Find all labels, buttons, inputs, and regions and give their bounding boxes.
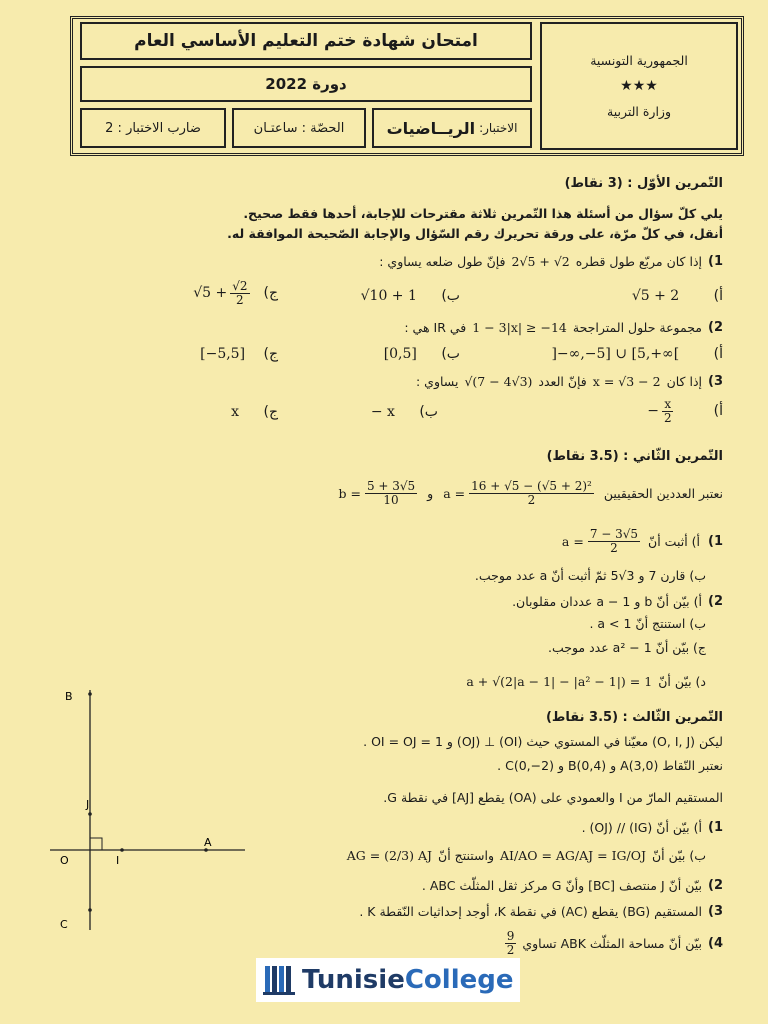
q-text: مجموعة حلول المتراجحة: [572, 320, 702, 335]
q-number: 1): [708, 820, 723, 835]
opt-value: √5 + 2: [631, 288, 680, 304]
q-number: 1): [708, 533, 723, 549]
point-b: [88, 692, 92, 696]
frac-num: 9: [506, 929, 515, 943]
ex1-q1-opt-a: [632, 288, 723, 304]
frac-den: 2: [527, 492, 536, 507]
stars: ★★★: [620, 78, 658, 94]
subject-value: الريــاضيات: [386, 118, 476, 138]
ex1-q3-opt-a: [647, 398, 723, 424]
ex1-q1-opt-c: [193, 280, 278, 306]
label-b: B: [65, 690, 73, 703]
opt-value: x: [231, 404, 240, 420]
opt-label: أ): [713, 288, 723, 304]
q-text: أ) بيّن أنّ b و a − 1 عددان مقلوبان.: [512, 594, 702, 609]
ex1-q2-opt-b: [384, 346, 460, 362]
ex3-q1b: [347, 848, 706, 863]
brand-part-2: College: [404, 965, 514, 995]
q-number: 3): [708, 904, 723, 919]
def-lhs: a =: [561, 533, 584, 549]
ex2-intro: [338, 480, 723, 506]
ex3-q4: [505, 930, 723, 956]
frac-den: 2: [236, 292, 244, 307]
ministry-name: وزارة التربية: [607, 104, 672, 119]
ex1-q2-opt-a: [551, 346, 723, 362]
ex3-line1: ليكن (O, I, J) معيّنا في المستوي حيث (OI) ⊥ (OJ) و OI = OJ = 1 .: [363, 734, 723, 749]
opt-label: ب): [441, 346, 460, 362]
ex2-title: التّمرين الثّاني : (3.5 نقاط): [546, 449, 723, 464]
q-expr: AG = (2/3) AJ: [346, 848, 433, 863]
ex3-line2: نعتبر النّقاط A(3,0) و B(0,4) و C(0,−2) .: [497, 758, 723, 773]
exam-session: دورة 2022: [80, 66, 532, 102]
q-expr: x = √3 − 2: [592, 374, 661, 389]
ex1-intro-1: يلي كلّ سؤال من أسئلة هذا التّمرين ثلاثة مقترحات للإجابة، أحدها فقط صحيح.: [243, 206, 723, 221]
q-number: 4): [708, 935, 723, 951]
point-j: [88, 812, 92, 816]
ex3-line3: المستقيم المارّ من I والعمودي على (OA) يقطع [AJ] في نقطة G.: [383, 790, 723, 805]
q-number: 2): [708, 878, 723, 893]
subject-label: الاختبار:: [479, 121, 518, 135]
label-j: J: [86, 798, 90, 811]
q-text: إذا كان مربّع طول قطره: [575, 254, 702, 269]
opt-label: ب): [419, 404, 438, 420]
opt-label: ب): [441, 288, 460, 304]
opt-value: [−5,5]: [200, 346, 246, 362]
q-expr: 2√5 + √2: [511, 254, 570, 269]
ex1-q3-opt-b: [371, 404, 438, 420]
brand-part-1: Tunisie: [302, 965, 405, 995]
brand-name: [302, 965, 514, 995]
ex2-q1b: ب) قارن 7 و 3√5 ثمّ أثبت أنّ a عدد موجب.: [474, 568, 706, 583]
q-number: 1): [708, 254, 723, 269]
opt-value: ]−∞,−5] ∪ [5,+∞[: [551, 346, 680, 362]
point-c: [88, 908, 92, 912]
opt-value: √5 +: [193, 285, 228, 302]
ex3-q3: [359, 904, 723, 919]
q-text: بيّن أنّ J منتصف [BC] وأنّ G مركز ثقل المثلّث ABC .: [421, 878, 702, 893]
ex3-q2: [422, 878, 723, 893]
q-expr: a + √(2|a − 1| − |a² − 1|) = 1: [466, 674, 653, 689]
q-text: فإنّ العدد: [538, 374, 587, 389]
ex1-q3: [416, 374, 723, 389]
exam-coefficient: ضارب الاختبار : 2: [80, 108, 226, 148]
label-c: C: [60, 918, 68, 931]
opt-label: ج): [263, 346, 278, 362]
label-a: A: [204, 836, 212, 849]
opt-label: أ): [713, 346, 723, 362]
frac-den: 2: [664, 410, 672, 425]
intro-text: نعتبر العددين الحقيقيين: [603, 485, 723, 501]
q-text: فإنّ طول ضلعه يساوي :: [379, 254, 506, 269]
ex3-q1a: [582, 820, 723, 835]
ex1-q1: [379, 254, 723, 269]
point-i: [120, 848, 124, 852]
exam-subject: [372, 108, 532, 148]
ex1-q3-opt-c: [231, 404, 278, 420]
def-lhs: b =: [338, 485, 361, 501]
q-text: ب) بيّن أنّ: [651, 848, 706, 863]
opt-value: −: [647, 403, 659, 420]
label-o: O: [60, 854, 69, 867]
ex1-q2-opt-c: [200, 346, 278, 362]
q-number: 2): [708, 320, 723, 335]
book-logo-icon: [262, 963, 296, 997]
q-number: 2): [708, 594, 723, 609]
frac-num: √2: [232, 279, 248, 293]
def-lhs: a =: [443, 485, 466, 501]
opt-label: أ): [713, 403, 723, 420]
brand-watermark: [256, 958, 520, 1002]
q-expr: √(7 − 4√3): [464, 374, 533, 389]
q-text: يساوي :: [415, 374, 459, 389]
q-text: بيّن أنّ مساحة المثلّث ABK تساوي: [522, 935, 702, 951]
q-text: في IR هي :: [404, 320, 467, 335]
exam-duration: الحصّة : ساعتـان: [232, 108, 366, 148]
q-text: إذا كان: [666, 374, 702, 389]
right-angle-mark: [90, 838, 102, 850]
label-i: I: [116, 854, 120, 867]
ex2-q2c: ج) بيّن أنّ 1 − a² عدد موجب.: [547, 640, 706, 655]
ex1-intro-2: أنقل، في كلّ مرّة، على ورقة تحريرك رقم السّؤال والإجابة الصّحيحة الموافقة له.: [227, 226, 723, 241]
ex2-q1a: [562, 528, 723, 554]
ex1-q1-opt-b: [361, 288, 460, 304]
q-text: المستقيم (BG) يقطع (AC) في نقطة K، أوجد إحداثيات النّقطة K .: [359, 904, 702, 919]
conj: و: [427, 485, 434, 501]
country-name: الجمهورية التونسية: [590, 53, 688, 68]
q-text: أ) بيّن أنّ (IG) // (OJ) .: [581, 820, 702, 835]
q-expr: 1 − 3|x| ≥ −14: [472, 320, 567, 335]
exam-title: امتحان شهادة ختم التعليم الأساسي العام: [80, 22, 532, 60]
q-text: د) بيّن أنّ: [658, 674, 706, 689]
ex2-q2d: [466, 674, 706, 689]
ex2-q2b: ب) استنتج أنّ a < 1 .: [589, 616, 706, 631]
q-text: أ) أثبت أنّ: [648, 533, 700, 549]
frac-num: 7 − 3√5: [589, 527, 639, 541]
coordinate-diagram: [30, 680, 250, 940]
frac-den: 10: [383, 492, 399, 507]
ex3-title: التّمرين الثّالث : (3.5 نقاط): [545, 710, 723, 725]
frac-num: 5 + 3√5: [366, 479, 416, 493]
opt-value: [0,5]: [383, 346, 417, 362]
frac-den: 2: [506, 942, 515, 957]
q-text: واستنتج أنّ: [438, 848, 495, 863]
frac-num: x: [664, 397, 672, 411]
ex1-title: التّمرين الأوّل : (3 نقاط): [564, 176, 723, 191]
opt-label: ج): [263, 285, 278, 302]
q-number: 3): [708, 374, 723, 389]
opt-label: ج): [263, 404, 278, 420]
frac-num: 16 + √5 − (√5 + 2)²: [471, 479, 592, 493]
frac-den: 2: [610, 540, 618, 555]
ex2-q2a: [512, 594, 723, 609]
opt-value: − x: [370, 404, 395, 420]
ministry-block: [540, 22, 738, 150]
ex1-q2: [404, 320, 723, 335]
q-expr: AI/AO = AG/AJ = IG/OJ: [500, 848, 646, 863]
opt-value: √10 + 1: [360, 288, 417, 304]
